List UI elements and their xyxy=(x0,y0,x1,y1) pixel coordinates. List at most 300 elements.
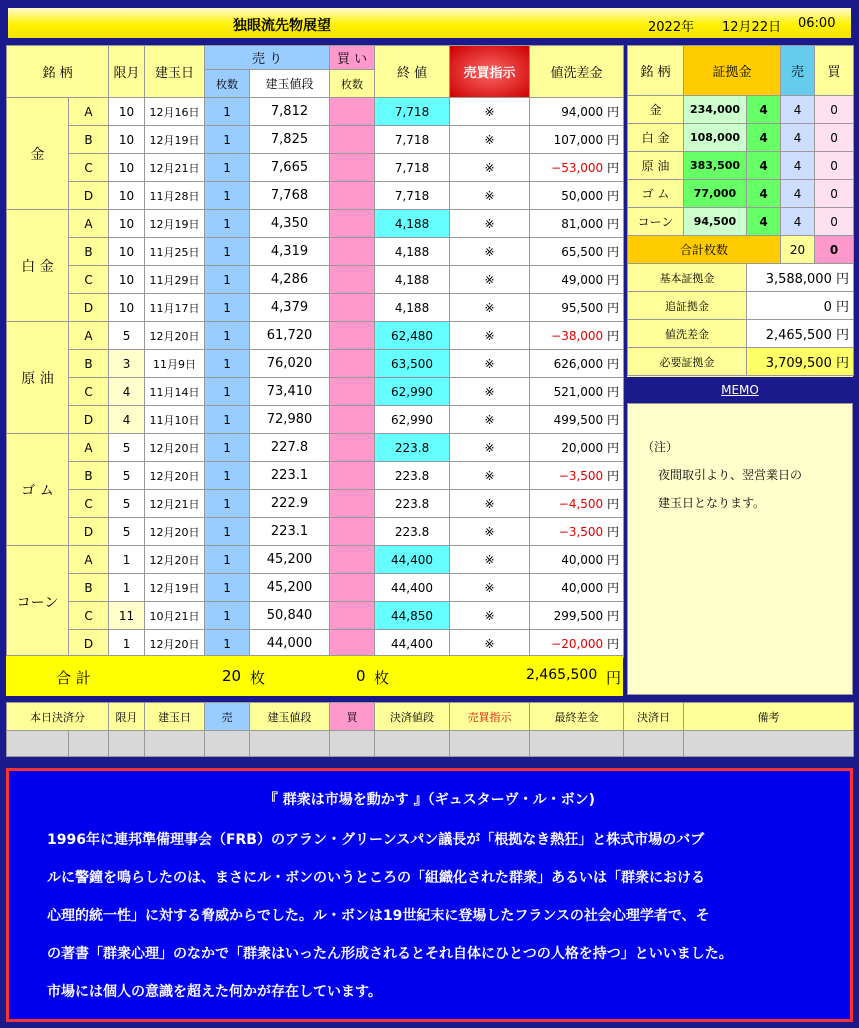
row-sub: B xyxy=(69,126,109,154)
row-diff-value: −20,000 xyxy=(551,637,604,651)
row-diff xyxy=(530,210,624,238)
row-order: ※ xyxy=(450,602,530,630)
row-open-price: 4,379 xyxy=(250,294,330,322)
summary-label: 値洗差金 xyxy=(628,320,747,348)
row-open-price: 223.1 xyxy=(250,518,330,546)
position-row xyxy=(7,210,624,238)
row-month: 5 xyxy=(109,518,145,546)
row-buy-count xyxy=(330,378,375,406)
margin-row xyxy=(628,124,854,152)
total-sell-unit: 枚 xyxy=(250,669,266,687)
position-row xyxy=(7,490,624,518)
row-sell-count: 1 xyxy=(205,574,250,602)
row-buy-count xyxy=(330,126,375,154)
quote-title: 『 群衆は市場を動かす 』（ギュスターヴ・ル・ボン) xyxy=(263,792,596,808)
row-month: 10 xyxy=(109,98,145,126)
margin-brand: 金 xyxy=(628,96,684,124)
quote-line: 心理的統一性」に対する脅威からでした。ル・ボンは19世紀末に登場したフランスの社会心理学者で、そ xyxy=(47,908,710,924)
row-month: 3 xyxy=(109,350,145,378)
row-order: ※ xyxy=(450,98,530,126)
row-order: ※ xyxy=(450,490,530,518)
row-sell-count: 1 xyxy=(205,602,250,630)
row-sell-count: 1 xyxy=(205,350,250,378)
row-order: ※ xyxy=(450,294,530,322)
row-month: 5 xyxy=(109,490,145,518)
margin-buy: 0 xyxy=(815,180,854,208)
row-close: 7,718 xyxy=(375,98,450,126)
position-row xyxy=(7,182,624,210)
header-sell: 売 り xyxy=(205,46,330,70)
settle-cell xyxy=(684,731,854,757)
row-close: 44,400 xyxy=(375,574,450,602)
summary-unit: 円 xyxy=(836,328,850,343)
row-diff xyxy=(530,350,624,378)
row-buy-count xyxy=(330,322,375,350)
row-close: 4,188 xyxy=(375,210,450,238)
row-diff-value: 49,000 xyxy=(561,273,604,287)
row-sub: D xyxy=(69,406,109,434)
row-sell-count: 1 xyxy=(205,126,250,154)
position-row xyxy=(7,266,624,294)
settle-header-notes: 備考 xyxy=(684,703,854,731)
row-order: ※ xyxy=(450,266,530,294)
row-order: ※ xyxy=(450,462,530,490)
row-month: 11 xyxy=(109,602,145,630)
row-diff-unit: 円 xyxy=(607,525,620,539)
row-month: 10 xyxy=(109,154,145,182)
row-open-price: 50,840 xyxy=(250,602,330,630)
row-buy-count xyxy=(330,294,375,322)
row-diff xyxy=(530,126,624,154)
totals-row xyxy=(6,655,623,696)
margin-summary-row xyxy=(628,320,854,348)
row-diff xyxy=(530,294,624,322)
row-diff-value: 299,500 xyxy=(553,609,604,623)
row-sell-count: 1 xyxy=(205,406,250,434)
settle-header-sell: 売 xyxy=(205,703,250,731)
row-sub: B xyxy=(69,574,109,602)
row-diff-value: 20,000 xyxy=(561,441,604,455)
row-order: ※ xyxy=(450,630,530,658)
settle-cell xyxy=(69,731,109,757)
margin-mult: 4 xyxy=(747,124,781,152)
total-buy-count: 0 xyxy=(356,667,366,685)
row-close: 44,400 xyxy=(375,630,450,658)
row-close: 44,400 xyxy=(375,546,450,574)
row-diff-unit: 円 xyxy=(607,133,620,147)
row-diff xyxy=(530,238,624,266)
row-order: ※ xyxy=(450,154,530,182)
row-sell-count: 1 xyxy=(205,154,250,182)
margin-brand: コーン xyxy=(628,208,684,236)
row-sub: C xyxy=(69,378,109,406)
settle-header-order: 売買指示 xyxy=(450,703,530,731)
row-buy-count xyxy=(330,182,375,210)
settle-cell xyxy=(205,731,250,757)
row-diff xyxy=(530,490,624,518)
row-buy-count xyxy=(330,154,375,182)
row-month: 5 xyxy=(109,462,145,490)
row-buy-count xyxy=(330,546,375,574)
header-sell-count: 枚数 xyxy=(205,70,250,98)
margin-sell: 4 xyxy=(781,96,815,124)
position-row xyxy=(7,350,624,378)
row-close: 7,718 xyxy=(375,126,450,154)
margin-amount: 94,500 xyxy=(684,208,747,236)
settle-cell xyxy=(375,731,450,757)
row-close: 223.8 xyxy=(375,518,450,546)
row-sell-count: 1 xyxy=(205,490,250,518)
row-open-price: 7,665 xyxy=(250,154,330,182)
settle-cell xyxy=(530,731,624,757)
row-sub: D xyxy=(69,182,109,210)
position-row xyxy=(7,98,624,126)
margin-amount: 108,000 xyxy=(684,124,747,152)
margin-brand: 白 金 xyxy=(628,124,684,152)
row-sub: B xyxy=(69,238,109,266)
margin-panel xyxy=(627,45,853,377)
row-diff xyxy=(530,154,624,182)
row-sub: C xyxy=(69,154,109,182)
row-diff-value: −4,500 xyxy=(558,497,604,511)
position-row xyxy=(7,406,624,434)
row-sub: C xyxy=(69,602,109,630)
position-row xyxy=(7,238,624,266)
row-open-date: 11月29日 xyxy=(145,266,205,294)
row-order: ※ xyxy=(450,574,530,602)
row-close: 7,718 xyxy=(375,182,450,210)
header-year: 2022年 xyxy=(648,20,695,35)
row-sell-count: 1 xyxy=(205,238,250,266)
row-close: 44,850 xyxy=(375,602,450,630)
row-diff xyxy=(530,378,624,406)
row-sub: A xyxy=(69,322,109,350)
row-diff-value: 50,000 xyxy=(561,189,604,203)
total-count-sell: 20 xyxy=(781,236,815,264)
margin-row xyxy=(628,96,854,124)
row-sub: B xyxy=(69,462,109,490)
row-close: 223.8 xyxy=(375,490,450,518)
quote-line: の著書「群衆心理」のなかで「群衆はいったん形成されるとそれ自体にひとつの人格を持つ」といいました。 xyxy=(47,946,733,962)
position-row xyxy=(7,154,624,182)
header-brand: 銘 柄 xyxy=(7,46,109,98)
row-order: ※ xyxy=(450,322,530,350)
row-diff-value: −53,000 xyxy=(551,161,604,175)
row-sub: D xyxy=(69,630,109,658)
memo-note: （注） xyxy=(642,440,679,454)
position-row xyxy=(7,518,624,546)
margin-mult: 4 xyxy=(747,208,781,236)
settle-header-settle-price: 決済値段 xyxy=(375,703,450,731)
row-month: 1 xyxy=(109,546,145,574)
row-sell-count: 1 xyxy=(205,322,250,350)
summary-unit: 円 xyxy=(836,356,850,371)
summary-unit: 円 xyxy=(836,272,850,287)
row-close: 62,990 xyxy=(375,378,450,406)
settle-header-today: 本日決済分 xyxy=(7,703,109,731)
row-sell-count: 1 xyxy=(205,98,250,126)
position-row xyxy=(7,434,624,462)
margin-brand: 原 油 xyxy=(628,152,684,180)
summary-amount: 0 xyxy=(823,300,832,315)
row-month: 10 xyxy=(109,126,145,154)
row-diff xyxy=(530,630,624,658)
row-buy-count xyxy=(330,266,375,294)
row-close: 62,990 xyxy=(375,406,450,434)
memo-link-bar xyxy=(627,378,853,402)
quote-line: ルに警鐘を鳴らしたのは、まさにル・ボンのいうところの「組織化された群衆」あるいは「群衆における xyxy=(47,870,705,886)
row-close: 63,500 xyxy=(375,350,450,378)
title-bar xyxy=(6,6,853,40)
settle-cell xyxy=(330,731,375,757)
row-diff-unit: 円 xyxy=(607,385,620,399)
margin-table xyxy=(627,45,854,376)
row-diff xyxy=(530,406,624,434)
row-order: ※ xyxy=(450,518,530,546)
row-open-date: 12月16日 xyxy=(145,98,205,126)
row-open-date: 11月14日 xyxy=(145,378,205,406)
row-buy-count xyxy=(330,490,375,518)
header-month: 限月 xyxy=(109,46,145,98)
row-diff-value: 521,000 xyxy=(553,385,604,399)
summary-unit: 円 xyxy=(836,300,850,315)
row-sell-count: 1 xyxy=(205,462,250,490)
summary-value xyxy=(747,264,854,292)
row-open-date: 12月20日 xyxy=(145,518,205,546)
summary-label: 基本証拠金 xyxy=(628,264,747,292)
header-buy-count: 枚数 xyxy=(330,70,375,98)
total-unit: 円 xyxy=(606,669,622,687)
row-diff-value: 95,500 xyxy=(561,301,604,315)
row-open-date: 11月17日 xyxy=(145,294,205,322)
row-open-date: 12月19日 xyxy=(145,210,205,238)
row-diff xyxy=(530,462,624,490)
row-month: 10 xyxy=(109,266,145,294)
margin-summary-row xyxy=(628,264,854,292)
group-name: ゴ ム xyxy=(7,434,69,546)
row-close: 223.8 xyxy=(375,434,450,462)
settle-row-empty xyxy=(7,731,854,757)
row-order: ※ xyxy=(450,350,530,378)
row-diff-unit: 円 xyxy=(607,469,620,483)
row-buy-count xyxy=(330,406,375,434)
margin-amount: 77,000 xyxy=(684,180,747,208)
row-diff-unit: 円 xyxy=(607,329,620,343)
margin-mult: 4 xyxy=(747,180,781,208)
settle-cell xyxy=(7,731,69,757)
row-open-date: 11月9日 xyxy=(145,350,205,378)
group-name: コーン xyxy=(7,546,69,658)
row-open-price: 61,720 xyxy=(250,322,330,350)
margin-amount: 234,000 xyxy=(684,96,747,124)
row-open-date: 12月20日 xyxy=(145,630,205,658)
group-name: 金 xyxy=(7,98,69,210)
row-diff-value: 94,000 xyxy=(561,105,604,119)
summary-label: 追証拠金 xyxy=(628,292,747,320)
row-buy-count xyxy=(330,238,375,266)
summary-amount: 3,709,500 xyxy=(765,356,832,371)
row-diff-unit: 円 xyxy=(607,609,620,623)
row-diff xyxy=(530,518,624,546)
margin-summary xyxy=(628,264,854,376)
row-diff-unit: 円 xyxy=(607,637,620,651)
positions-body xyxy=(7,98,624,658)
total-count-label: 合計枚数 xyxy=(628,236,781,264)
row-close: 4,188 xyxy=(375,294,450,322)
margin-header-sell: 売 xyxy=(781,46,815,96)
row-diff xyxy=(530,602,624,630)
memo-link[interactable]: MEMO xyxy=(721,383,759,397)
row-buy-count xyxy=(330,518,375,546)
total-count-buy: 0 xyxy=(815,236,854,264)
row-buy-count xyxy=(330,574,375,602)
row-diff-value: 40,000 xyxy=(561,581,604,595)
row-order: ※ xyxy=(450,126,530,154)
row-sell-count: 1 xyxy=(205,434,250,462)
margin-buy: 0 xyxy=(815,124,854,152)
row-sub: B xyxy=(69,350,109,378)
header-buy: 買 い xyxy=(330,46,375,70)
row-sub: A xyxy=(69,434,109,462)
row-month: 4 xyxy=(109,406,145,434)
row-sell-count: 1 xyxy=(205,294,250,322)
total-sell-count: 20 xyxy=(222,667,242,685)
quote-box xyxy=(6,768,853,1022)
position-row xyxy=(7,378,624,406)
row-close: 4,188 xyxy=(375,266,450,294)
group-name: 白 金 xyxy=(7,210,69,322)
margin-buy: 0 xyxy=(815,152,854,180)
row-diff-unit: 円 xyxy=(607,161,620,175)
position-row xyxy=(7,462,624,490)
row-diff xyxy=(530,546,624,574)
header-open-date: 建玉日 xyxy=(145,46,205,98)
summary-amount: 3,588,000 xyxy=(765,272,832,287)
row-sell-count: 1 xyxy=(205,378,250,406)
row-order: ※ xyxy=(450,210,530,238)
position-row xyxy=(7,322,624,350)
row-diff-unit: 円 xyxy=(607,245,620,259)
margin-row xyxy=(628,208,854,236)
row-order: ※ xyxy=(450,434,530,462)
row-diff-unit: 円 xyxy=(607,553,620,567)
row-open-date: 10月21日 xyxy=(145,602,205,630)
settle-cell xyxy=(624,731,684,757)
position-row xyxy=(7,294,624,322)
row-open-price: 72,980 xyxy=(250,406,330,434)
row-month: 10 xyxy=(109,182,145,210)
row-diff-unit: 円 xyxy=(607,413,620,427)
position-row xyxy=(7,574,624,602)
settle-header-date: 決済日 xyxy=(624,703,684,731)
margin-buy: 0 xyxy=(815,208,854,236)
total-buy-unit: 枚 xyxy=(374,669,390,687)
row-diff-value: 499,500 xyxy=(553,413,604,427)
total-diff: 2,465,500 xyxy=(526,667,598,683)
row-diff xyxy=(530,182,624,210)
row-sell-count: 1 xyxy=(205,630,250,658)
row-diff-unit: 円 xyxy=(607,581,620,595)
margin-sell: 4 xyxy=(781,208,815,236)
row-month: 5 xyxy=(109,322,145,350)
settle-header-buy: 買 xyxy=(330,703,375,731)
group-name: 原 油 xyxy=(7,322,69,434)
header-time: 06:00 xyxy=(798,16,836,31)
total-label: 合 計 xyxy=(56,669,91,687)
header-diff: 値洗差金 xyxy=(530,46,624,98)
margin-amount: 383,500 xyxy=(684,152,747,180)
row-close: 7,718 xyxy=(375,154,450,182)
margin-row xyxy=(628,180,854,208)
row-buy-count xyxy=(330,602,375,630)
row-sell-count: 1 xyxy=(205,546,250,574)
row-month: 10 xyxy=(109,210,145,238)
quote-line: 市場には個人の意識を超えた何かが存在しています。 xyxy=(47,984,382,1000)
summary-label: 必要証拠金 xyxy=(628,348,747,376)
margin-row xyxy=(628,152,854,180)
row-diff-value: 626,000 xyxy=(553,357,604,371)
row-open-date: 12月20日 xyxy=(145,462,205,490)
row-open-price: 4,319 xyxy=(250,238,330,266)
positions-panel xyxy=(6,45,623,696)
position-row xyxy=(7,630,624,658)
row-open-date: 12月20日 xyxy=(145,322,205,350)
summary-value xyxy=(747,348,854,376)
row-open-price: 44,000 xyxy=(250,630,330,658)
row-open-date: 12月19日 xyxy=(145,126,205,154)
row-sell-count: 1 xyxy=(205,518,250,546)
row-diff-unit: 円 xyxy=(607,105,620,119)
row-open-date: 12月20日 xyxy=(145,434,205,462)
row-open-price: 222.9 xyxy=(250,490,330,518)
page-title: 独眼流先物展望 xyxy=(233,18,331,34)
row-diff-value: 107,000 xyxy=(553,133,604,147)
summary-value xyxy=(747,320,854,348)
row-buy-count xyxy=(330,98,375,126)
row-open-price: 7,812 xyxy=(250,98,330,126)
memo-panel xyxy=(627,403,853,695)
summary-value xyxy=(747,292,854,320)
trade-instruction-button[interactable]: 売買指示 xyxy=(450,46,530,98)
row-sub: D xyxy=(69,518,109,546)
settle-cell xyxy=(145,731,205,757)
row-diff-value: −38,000 xyxy=(551,329,604,343)
row-month: 10 xyxy=(109,294,145,322)
row-sub: C xyxy=(69,266,109,294)
margin-brand: ゴ ム xyxy=(628,180,684,208)
row-close: 223.8 xyxy=(375,462,450,490)
margin-sell: 4 xyxy=(781,180,815,208)
margin-sell: 4 xyxy=(781,152,815,180)
row-close: 4,188 xyxy=(375,238,450,266)
memo-line-2: 建玉日となります。 xyxy=(658,496,766,510)
row-order: ※ xyxy=(450,378,530,406)
row-diff xyxy=(530,98,624,126)
row-month: 1 xyxy=(109,574,145,602)
row-order: ※ xyxy=(450,546,530,574)
memo-line-1: 夜間取引より、翌営業日の xyxy=(658,468,803,482)
row-month: 1 xyxy=(109,630,145,658)
settle-header-open-date: 建玉日 xyxy=(145,703,205,731)
header-close: 終 値 xyxy=(375,46,450,98)
row-sub: C xyxy=(69,490,109,518)
row-month: 10 xyxy=(109,238,145,266)
row-open-date: 12月20日 xyxy=(145,546,205,574)
row-open-price: 45,200 xyxy=(250,546,330,574)
row-diff-unit: 円 xyxy=(607,497,620,511)
settle-header-final: 最終差金 xyxy=(530,703,624,731)
position-row xyxy=(7,126,624,154)
